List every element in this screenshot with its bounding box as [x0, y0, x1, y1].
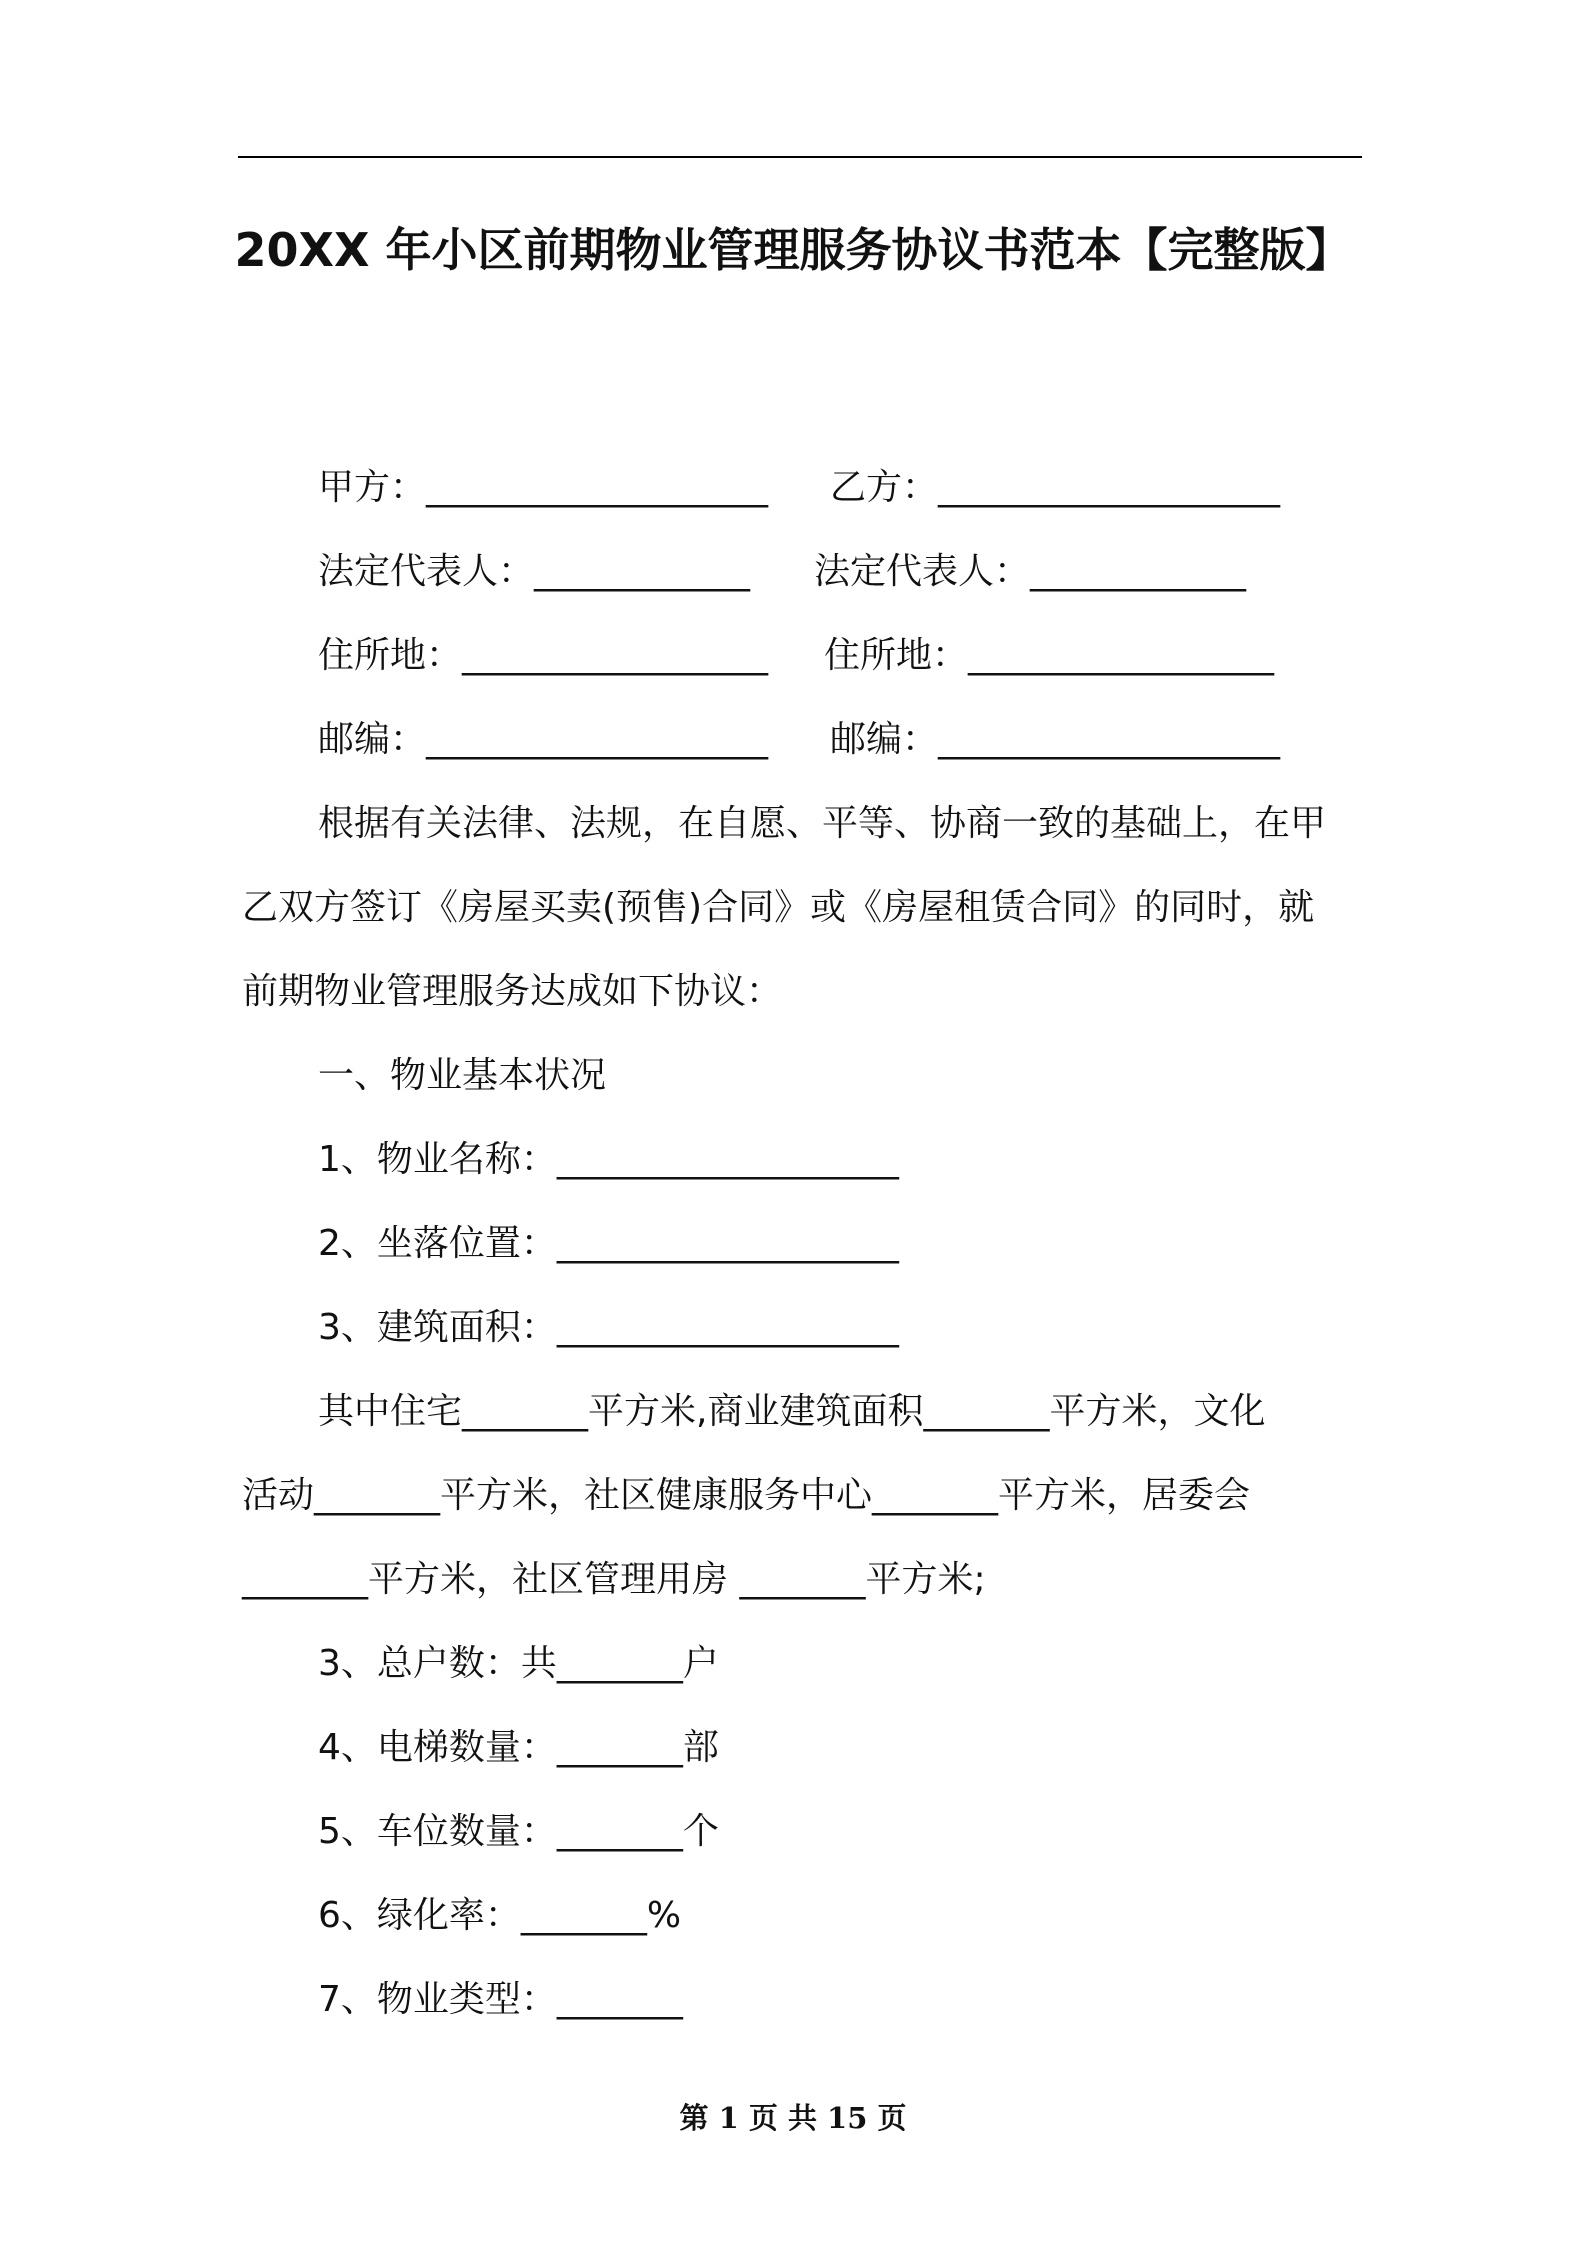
- party-row-3: [242, 614, 1362, 698]
- party-b-representative: 法定代表人：____________: [814, 551, 1247, 592]
- property-name-item: 1、物业名称：___________________: [318, 1139, 899, 1180]
- party-row-1: [242, 446, 1362, 530]
- party-a-postcode: 邮编：___________________: [318, 719, 769, 760]
- area-detail-line-1: 其中住宅_______平方米,商业建筑面积_______平方米，文化: [318, 1391, 1266, 1432]
- header-rule: [238, 156, 1362, 158]
- party-a-name: 甲方：___________________: [318, 467, 769, 508]
- party-a-representative: 法定代表人：____________: [318, 551, 751, 592]
- property-type-item: 7、物业类型：_______: [318, 1979, 683, 2020]
- property-location-item: 2、坐落位置：___________________: [318, 1223, 899, 1264]
- greening-rate-item: 6、绿化率：_______%: [318, 1895, 682, 1936]
- area-detail-line-2: 活动_______平方米，社区健康服务中心_______平方米，居委会: [242, 1475, 1251, 1516]
- area-detail-line-3: _______平方米，社区管理用房 _______平方米;: [242, 1559, 986, 1600]
- party-a-address: 住所地：_________________: [318, 635, 769, 676]
- party-row-4: [242, 698, 1362, 782]
- page-number: 第 1 页 共 15 页: [679, 2101, 907, 2135]
- party-b-name: 乙方：___________________: [830, 467, 1281, 508]
- document-body: [242, 446, 1362, 2042]
- document-title: 20XX 年小区前期物业管理服务协议书范本【完整版】: [234, 223, 1352, 277]
- party-row-2: [242, 530, 1362, 614]
- section-heading: 一、物业基本状况: [318, 1055, 607, 1096]
- preamble-line-3: 前期物业管理服务达成如下协议：: [242, 971, 783, 1012]
- elevator-count-item: 4、电梯数量：_______部: [318, 1727, 719, 1768]
- parking-count-item: 5、车位数量：_______个: [318, 1811, 719, 1852]
- preamble-line-1: 根据有关法律、法规，在自愿、平等、协商一致的基础上，在甲: [318, 803, 1327, 844]
- party-b-postcode: 邮编：___________________: [830, 719, 1281, 760]
- party-b-address: 住所地：_________________: [824, 635, 1275, 676]
- households-item: 3、总户数：共_______户: [318, 1643, 719, 1684]
- building-area-item: 3、建筑面积：___________________: [318, 1307, 899, 1348]
- preamble-line-2: 乙双方签订《房屋买卖(预售)合同》或《房屋租赁合同》的同时，就: [242, 887, 1315, 928]
